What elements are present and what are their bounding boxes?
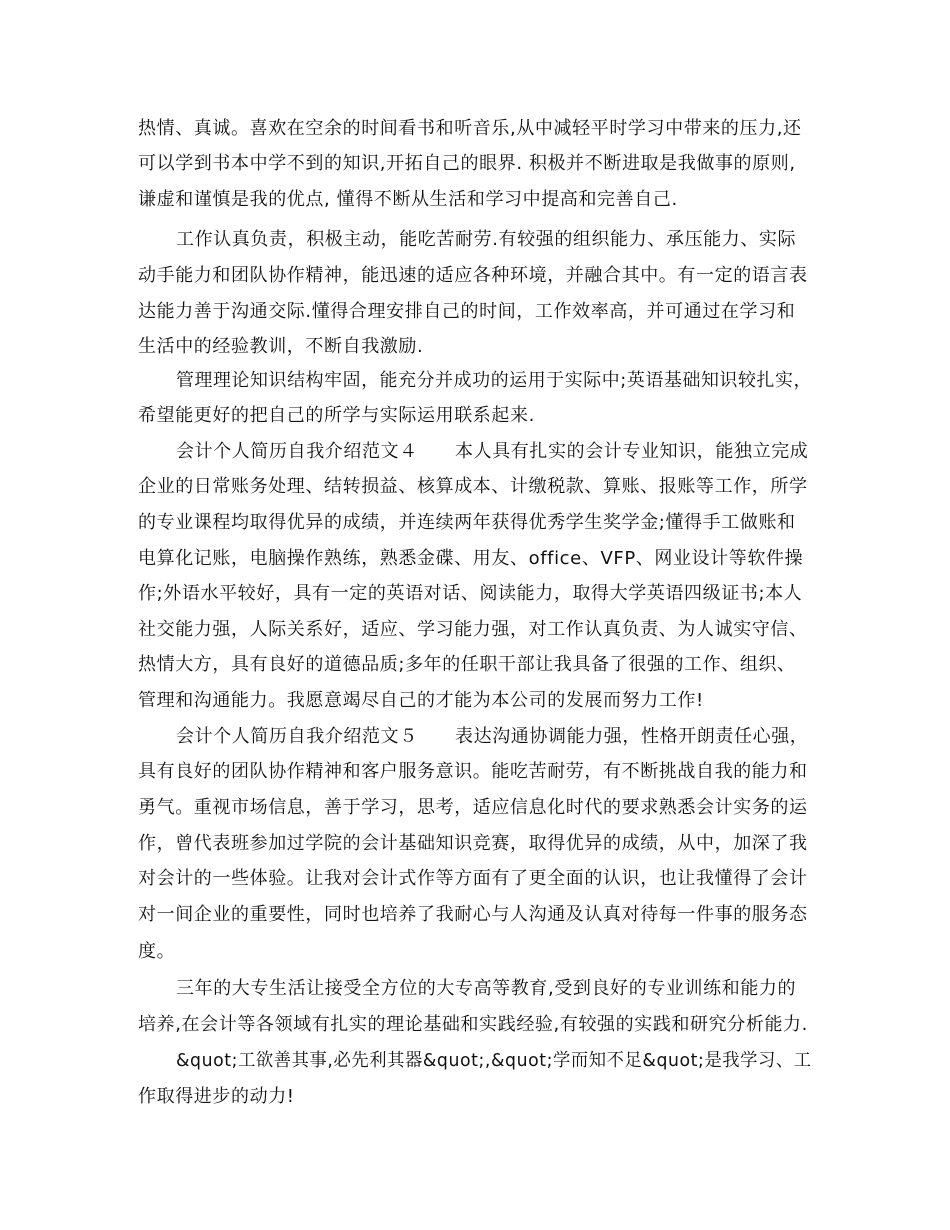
text-line: 谦虚和谨慎是我的优点, 懂得不断从生活和学习中提高和完善自己.: [138, 189, 678, 210]
text-line: 热情大方，具有良好的道德品质;多年的任职干部让我具备了很强的工作、组织、: [138, 654, 796, 675]
text-line: 管理理论知识结构牢固，能充分并成功的运用于实际中;英语基础知识较扎实，: [176, 370, 813, 391]
text-line: 勇气。重视市场信息，善于学习，思考，适应信息化时代的要求熟悉会计实务的运: [138, 797, 808, 818]
text-line: 作，曾代表班参加过学院的会计基础知识竞赛，取得优异的成绩，从中，加深了我: [138, 833, 808, 854]
text-line: 热情、真诚。喜欢在空余的时间看书和听音乐,从中减轻平时学习中带来的压力,还: [138, 118, 802, 139]
text-line: 对会计的一些体验。让我对会计式作等方面有了更全面的认识，也让我懂得了会计: [138, 868, 808, 889]
text-line: 度。: [138, 941, 176, 962]
text-line: 作取得进步的动力!: [138, 1086, 295, 1107]
text-line: 作;外语水平较好，具有一定的英语对话、阅读能力，取得大学英语四级证书;本人: [138, 583, 803, 604]
text-line: 希望能更好的把自己的所学与实际运用联系起来.: [138, 405, 535, 426]
text-line: 的专业课程均取得优异的成绩，并连续两年获得优秀学生奖学金;懂得手工做账和: [138, 512, 796, 533]
text-line: 动手能力和团队协作精神，能迅速的适应各种环境，并融合其中。有一定的语言表: [138, 265, 808, 286]
text-line: 企业的日常账务处理、结转损益、核算成本、计缴税款、算账、报账等工作，所学: [138, 476, 808, 497]
text-line: 培养,在会计等各领域有扎实的理论基础和实践经验,有较强的实践和研究分析能力.: [138, 1014, 808, 1035]
text-line: &quot;工欲善其事,必先利其器&quot;,&quot;学而知不足&quot;是我学习、工: [176, 1050, 812, 1071]
text-line: 生活中的经验教训，不断自我激励.: [138, 336, 424, 357]
text-line: 电算化记账，电脑操作熟练，熟悉金碟、用友、office、VFP、网业设计等软件操: [138, 548, 804, 569]
text-line: 工作认真负责，积极主动，能吃苦耐劳.有较强的组织能力、承压能力、实际: [176, 229, 797, 250]
text-line: 社交能力强，人际关系好，适应、学习能力强，对工作认真负责、为人诚实守信、: [138, 619, 808, 640]
text-line: 达能力善于沟通交际.懂得合理安排自己的时间，工作效率高，并可通过在学习和: [138, 301, 796, 322]
text-line: 会计个人简历自我介绍范文４ 本人具有扎实的会计专业知识，能独立完成: [176, 441, 809, 462]
text-line: 对一间企业的重要性，同时也培养了我耐心与人沟通及认真对待每一件事的服务态: [138, 904, 808, 925]
text-line: 管理和沟通能力。我愿意竭尽自己的才能为本公司的发展而努力工作!: [138, 690, 704, 711]
text-line: 会计个人简历自我介绍范文５ 表达沟通协调能力强，性格开朗责任心强，: [176, 726, 809, 747]
text-line: 可以学到书本中学不到的知识,开拓自己的眼界. 积极并不断进取是我做事的原则,: [138, 153, 796, 174]
text-line: 三年的大专生活让接受全方位的大专高等教育,受到良好的专业训练和能力的: [176, 978, 797, 999]
text-line: 具有良好的团队协作精神和客户服务意识。能吃苦耐劳，有不断挑战自我的能力和: [138, 761, 808, 782]
